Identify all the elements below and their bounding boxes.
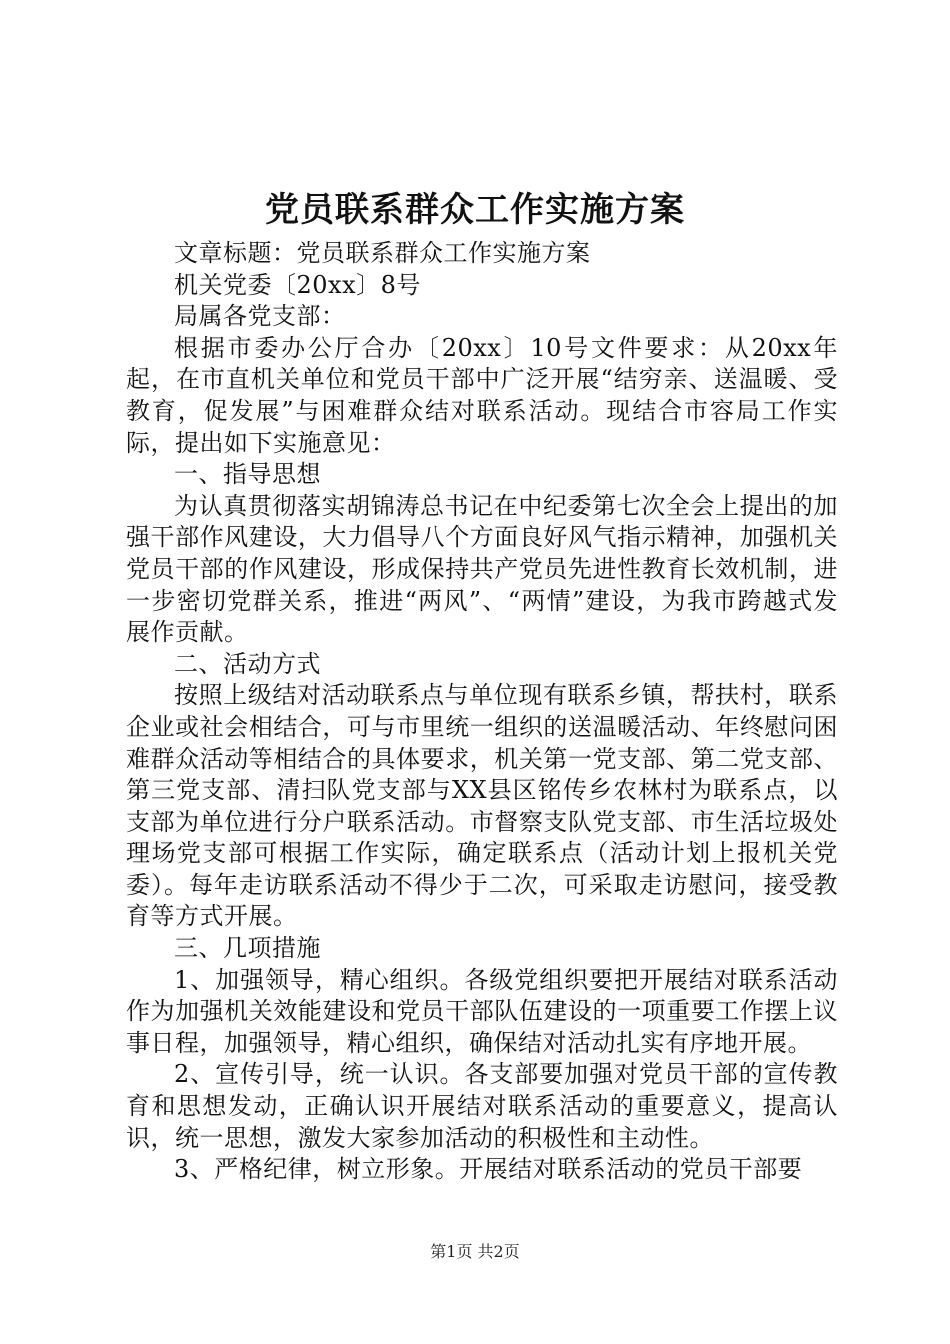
measure-3-paragraph: 3、严格纪律，树立形象。开展结对联系活动的党员干部要 bbox=[174, 1155, 803, 1184]
measure-1-paragraph: 1、加强领导，精心组织。各级党组织要把开展结对联系活动作为加强机关效能建设和党员干部队伍建设的一项重要工作摆上议事日程，加强领导，精心组织，确保结对活动扎实有序地开展。 bbox=[126, 965, 838, 1057]
intro-paragraph: 根据市委办公厅合办〔20xx〕10号文件要求：从20xx年起，在市直机关单位和党员干部中广泛开展“结穷亲、送温暖、受教育，促发展”与困难群众结对联系活动。现结合市容局工作实际，提出如下实施意见： bbox=[126, 333, 838, 457]
section-heading-activity-method: 二、活动方式 bbox=[174, 649, 321, 678]
activity-method-paragraph: 按照上级结对活动联系点与单位现有联系乡镇，帮扶村，联系企业或社会相结合，可与市里统一组织的送温暖活动、年终慰问困难群众活动等相结合的具体要求，机关第一党支部、第二党支部、第三党支部、清扫队党支部与XX县区铭传乡农林村为联系点，以支部为单位进行分户联系活动。市督察支队党支部、市生活垃圾处理场党支部可根据工作实际，确定联系点（活动计划上报机关党委）。每年走访联系活动不得少于二次，可采取走访慰问，接受教育等方式开展。 bbox=[126, 681, 838, 931]
article-title-line: 文章标题：党员联系群众工作实施方案 bbox=[174, 239, 591, 267]
guiding-thought-paragraph: 为认真贯彻落实胡锦涛总书记在中纪委第七次全会上提出的加强干部作风建设，大力倡导八个方面良好风气指示精神，加强机关党员干部的作风建设，形成保持共产党员先进性教育长效机制，进一步密切党群关系，推进“两风”、“两情”建设，为我市跨越式发展作贡献。 bbox=[126, 491, 838, 647]
section-heading-guiding-thought: 一、指导思想 bbox=[174, 460, 321, 489]
recipient-line: 局属各党支部： bbox=[174, 302, 346, 331]
document-body bbox=[126, 238, 838, 1186]
section-heading-measures: 三、几项措施 bbox=[174, 934, 321, 963]
page-footer: 第1页 共2页 bbox=[430, 1242, 520, 1261]
document-title: 党员联系群众工作实施方案 bbox=[265, 190, 685, 230]
measure-2-paragraph: 2、宣传引导，统一认识。各支部要加强对党员干部的宣传教育和思想发动，正确认识开展结对联系活动的重要意义，提高认识，统一思想，激发大家参加活动的积极性和主动性。 bbox=[126, 1060, 838, 1152]
document-number: 机关党委〔20xx〕8号 bbox=[174, 270, 421, 299]
